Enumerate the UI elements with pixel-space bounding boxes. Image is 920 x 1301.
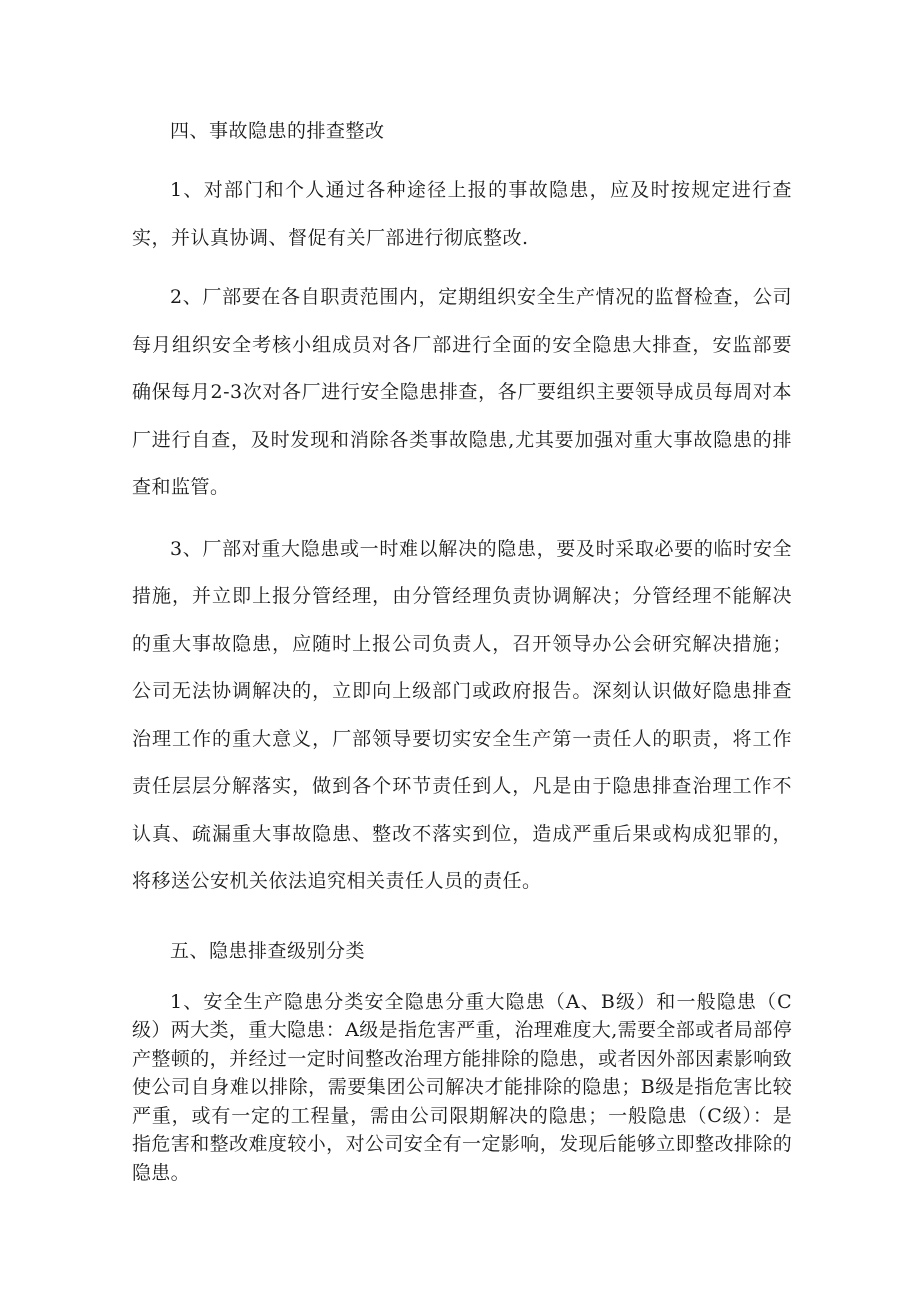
section-heading-5: 五、隐患排查级别分类 [170,939,366,962]
paragraph-4-2: 2、厂部要在各自职责范围内，定期组织安全生产情况的监督检查，公司每月组织安全考核小组成员对各厂部进行全面的安全隐患大排查，安监部要确保每月2-3次对各厂进行安全隐患排查，各厂要组织主要领导成员每周对本厂进行自查，及时发现和消除各类事故隐患,尤其要加强对重大事故隐患的排查和监管。 [132,286,792,498]
paragraph-5-1: 1、安全生产隐患分类安全隐患分重大隐患（A、B级）和一般隐患（C级）两大类，重大隐患：A级是指危害严重，治理难度大,需要全部或者局部停产整顿的，并经过一定时间整改治理方能排除的隐患，或者因外部因素影响致使公司自身难以排除，需要集团公司解决才能排除的隐患；B级是指危害比较严重，或有一定的工程量，需由公司限期解决的隐患；一般隐患（C级）：是指危害和整改难度较小，对公司安全有一定影响，发现后能够立即整改排除的隐患。 [132,990,792,1184]
paragraph-4-1: 1、对部门和个人通过各种途径上报的事故隐患，应及时按规定进行查实，并认真协调、督促有关厂部进行彻底整改. [132,179,792,249]
section-heading-4: 四、事故隐患的排查整改 [170,120,385,142]
paragraph-4-3: 3、厂部对重大隐患或一时难以解决的隐患，要及时采取必要的临时安全措施，并立即上报分管经理，由分管经理负责协调解决；分管经理不能解决的重大事故隐患，应随时上报公司负责人，召开领导办公会研究解决措施；公司无法协调解决的，立即向上级部门或政府报告。深刻认识做好隐患排查治理工作的重大意义，厂部领导要切实安全生产第一责任人的职责，将工作责任层层分解落实，做到各个环节责任到人，凡是由于隐患排查治理工作不认真、疏漏重大事故隐患、整改不落实到位，造成严重后果或构成犯罪的，将移送公安机关依法追究相关责任人员的责任。 [132,537,792,892]
document-body [132,112,792,1187]
